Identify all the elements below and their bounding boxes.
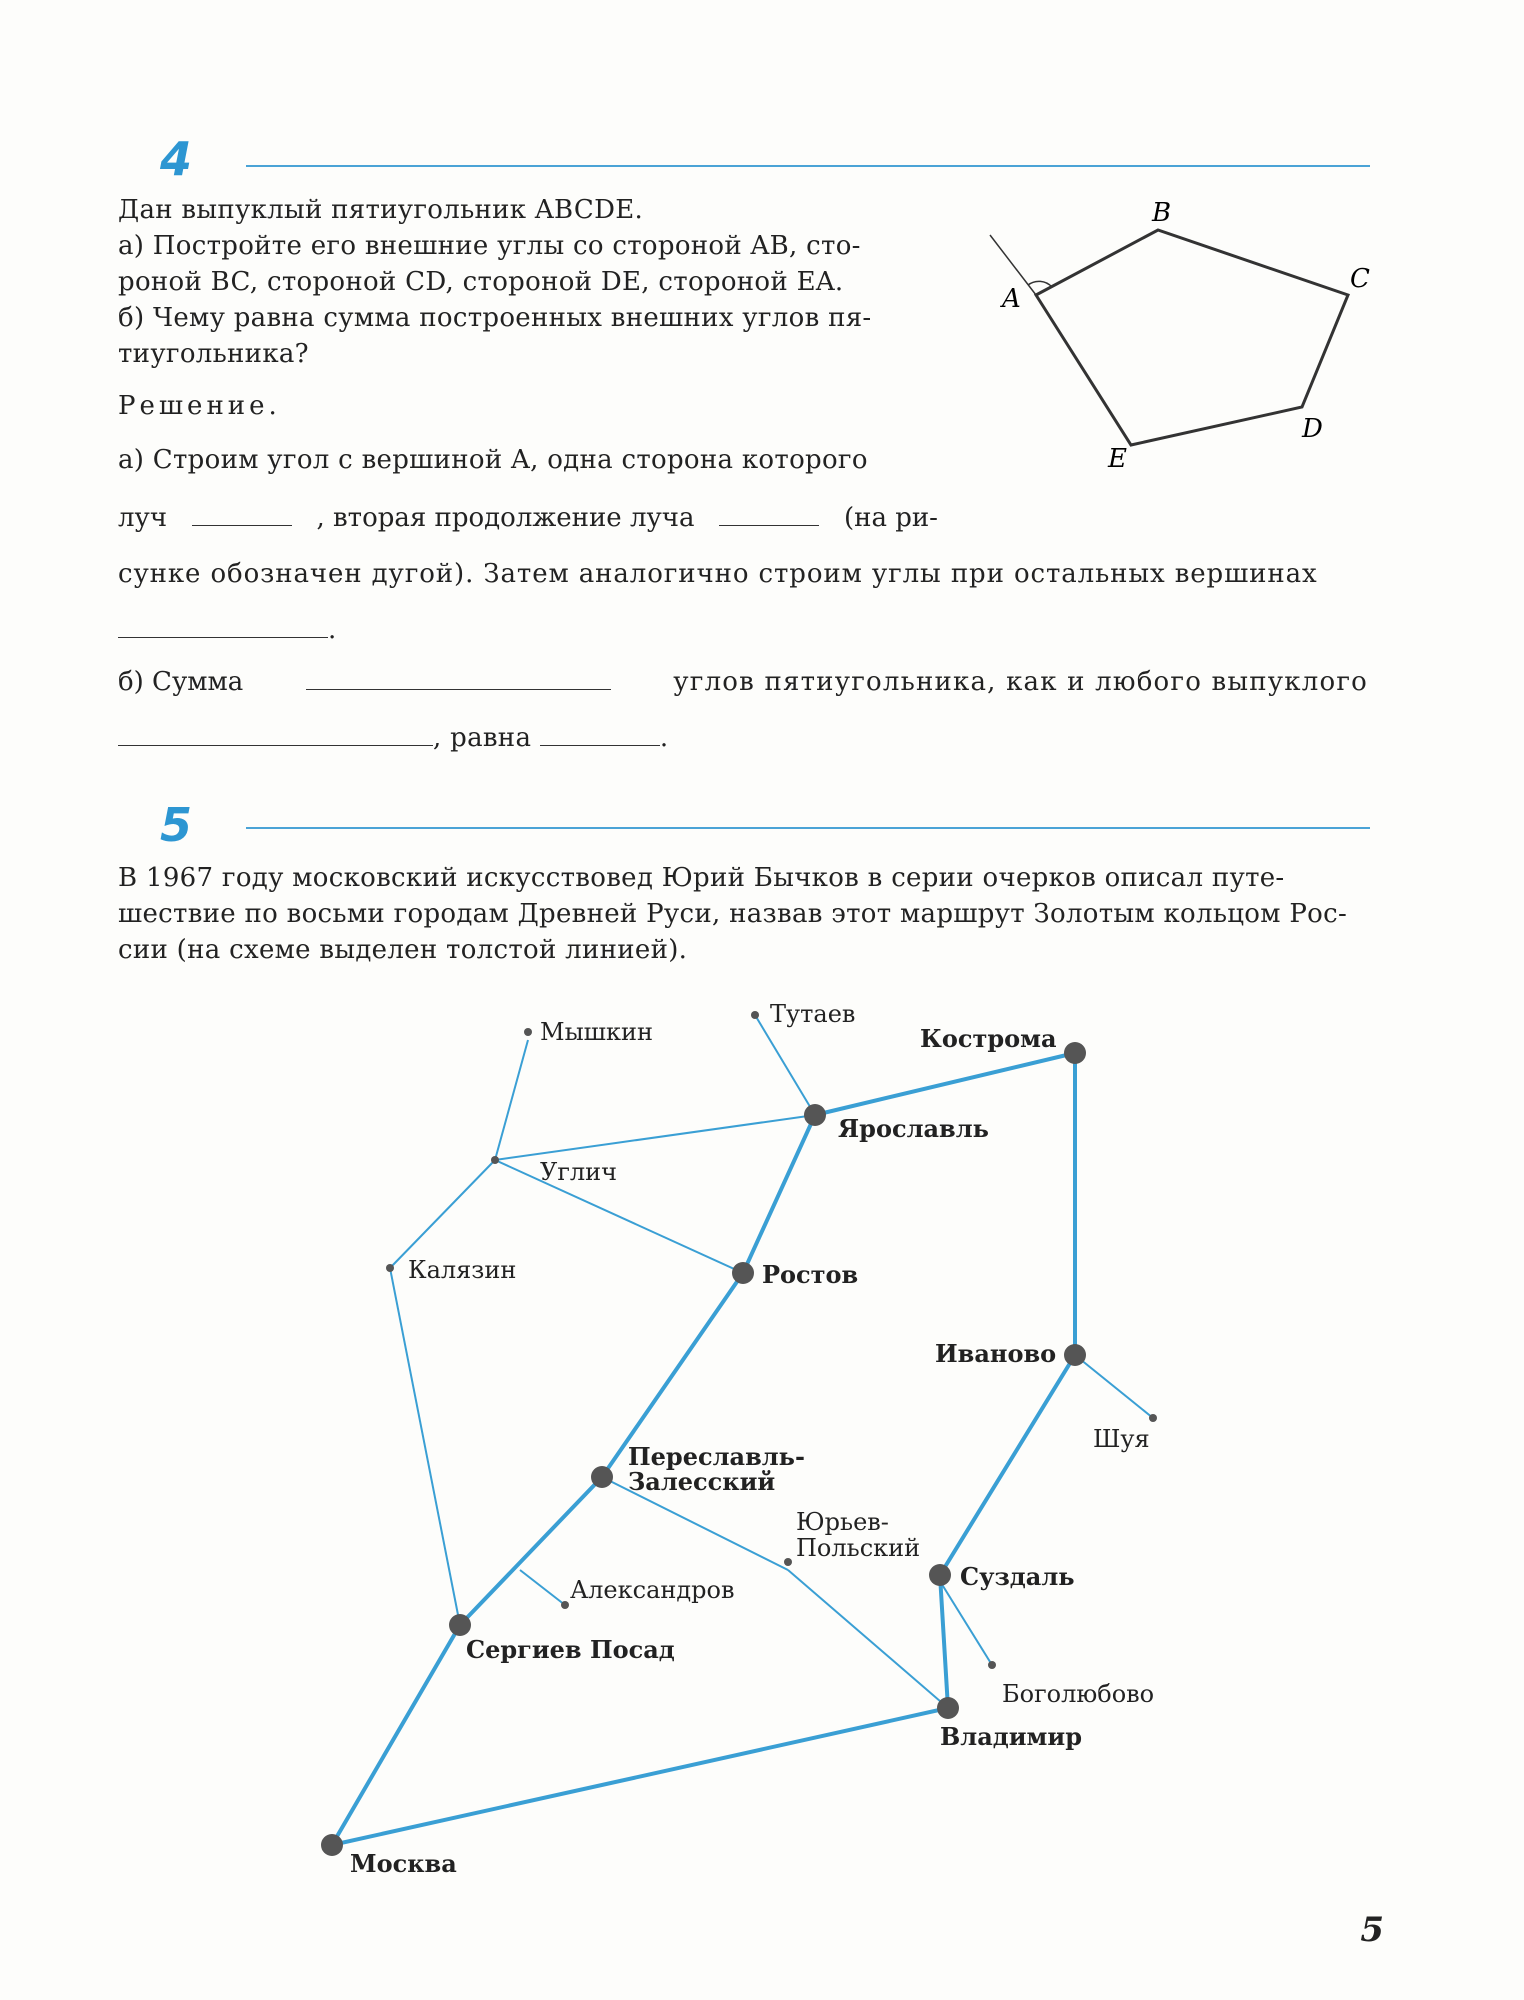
town-node bbox=[491, 1156, 499, 1164]
vertex-label-a: A bbox=[1002, 284, 1021, 314]
answer-blank[interactable] bbox=[118, 721, 433, 746]
task-part-a-line2: роной BC, стороной CD, стороной DE, стороной EA. bbox=[118, 267, 844, 297]
answer-blank[interactable] bbox=[192, 501, 292, 526]
solution-b-line2 bbox=[118, 720, 1368, 756]
road bbox=[390, 1160, 495, 1268]
vertex-label-d: D bbox=[1302, 414, 1323, 444]
city-label-moscow: Москва bbox=[350, 1849, 457, 1878]
text-fragment: б) Сумма bbox=[118, 667, 244, 697]
task5-text-line2: шествие по восьми городам Древней Руси, назвав этот маршрут Золотым кольцом Рос- bbox=[118, 899, 1348, 929]
task5-text-line3: сии (на схеме выделен толстой линией). bbox=[118, 935, 688, 965]
task-number: 5 bbox=[160, 798, 193, 852]
town-label-aleksandrov: Александров bbox=[570, 1576, 735, 1604]
town-node bbox=[561, 1601, 569, 1609]
angle-arc bbox=[1028, 281, 1052, 287]
town-label-bogolyubovo: Боголюбово bbox=[1002, 1680, 1155, 1708]
road bbox=[755, 1015, 815, 1115]
road bbox=[520, 1570, 565, 1605]
town-node bbox=[386, 1264, 394, 1272]
solution-a-line2 bbox=[118, 500, 938, 536]
city-node bbox=[937, 1697, 959, 1719]
city-label-pereslavl-2: Залесский bbox=[628, 1467, 776, 1496]
city-label-vladimir: Владимир bbox=[940, 1722, 1082, 1751]
task-part-b-line1: б) Чему равна сумма построенных внешних углов пя- bbox=[118, 303, 872, 333]
solution-a-line4 bbox=[118, 612, 1368, 648]
city-node bbox=[929, 1564, 951, 1586]
road bbox=[1075, 1355, 1153, 1418]
text-fragment: луч bbox=[118, 503, 168, 533]
city-node bbox=[591, 1466, 613, 1488]
answer-blank[interactable] bbox=[540, 721, 660, 746]
text-fragment: . bbox=[659, 723, 669, 753]
town-node bbox=[751, 1011, 759, 1019]
page-number: 5 bbox=[1360, 1910, 1384, 1950]
city-label-rostov: Ростов bbox=[762, 1260, 859, 1289]
city-node bbox=[1064, 1344, 1086, 1366]
vertex-label-e: E bbox=[1108, 444, 1127, 474]
text-fragment: углов пятиугольника, как и любого выпуклого bbox=[673, 667, 1368, 697]
town-label-yuryev-1: Юрьев- bbox=[796, 1508, 889, 1536]
town-label-uglich: Углич bbox=[540, 1158, 618, 1186]
task-intro: Дан выпуклый пятиугольник ABCDE. bbox=[118, 195, 644, 225]
task5-text-line1: В 1967 году московский искусствовед Юрий Бычков в серии очерков описал путе- bbox=[118, 863, 1285, 893]
city-label-pereslavl-1: Переславль- bbox=[628, 1442, 805, 1471]
task-number: 4 bbox=[160, 132, 193, 186]
answer-blank[interactable] bbox=[306, 665, 611, 690]
answer-blank[interactable] bbox=[719, 501, 819, 526]
road bbox=[390, 1268, 460, 1625]
town-node bbox=[524, 1028, 532, 1036]
city-label-suzdal: Суздаль bbox=[960, 1562, 1075, 1591]
road bbox=[788, 1570, 948, 1708]
major-labels bbox=[350, 1024, 1082, 1878]
road bbox=[495, 1115, 815, 1160]
town-node bbox=[988, 1661, 996, 1669]
city-label-sergiev-posad: Сергиев Посад bbox=[466, 1635, 675, 1664]
task-part-a-line1: а) Постройте его внешние углы со стороной AB, сто- bbox=[118, 231, 861, 261]
vertex-label-c: C bbox=[1350, 264, 1370, 294]
solution-b-line1 bbox=[118, 664, 1368, 700]
text-fragment: . bbox=[328, 615, 337, 645]
golden-ring-map bbox=[0, 980, 1524, 1878]
task-divider bbox=[246, 827, 1370, 829]
town-label-yuryev-2: Польский bbox=[796, 1534, 921, 1562]
road bbox=[495, 1160, 743, 1273]
city-node bbox=[1064, 1042, 1086, 1064]
city-node bbox=[732, 1262, 754, 1284]
city-node bbox=[321, 1834, 343, 1856]
text-fragment: , вторая продолжение луча bbox=[316, 503, 695, 533]
road bbox=[495, 1040, 528, 1160]
town-label-shuya: Шуя bbox=[1093, 1425, 1150, 1453]
city-node bbox=[449, 1614, 471, 1636]
task-part-b-line2: тиугольника? bbox=[118, 339, 309, 369]
text-fragment: , равна bbox=[433, 723, 532, 753]
town-label-tutaev: Тутаев bbox=[770, 1000, 856, 1028]
city-label-ivanovo: Иваново bbox=[935, 1339, 1057, 1368]
task-divider bbox=[246, 165, 1370, 167]
city-node bbox=[804, 1104, 826, 1126]
pentagon-figure bbox=[980, 195, 1380, 475]
solution-heading: Решение. bbox=[118, 391, 281, 421]
vertex-label-b: B bbox=[1152, 198, 1172, 228]
town-node bbox=[1149, 1414, 1157, 1422]
city-label-kostroma: Кострома bbox=[920, 1024, 1057, 1053]
solution-a-line1: а) Строим угол с вершиной A, одна сторона которого bbox=[118, 445, 868, 475]
town-label-myshkin: Мышкин bbox=[540, 1018, 653, 1046]
solution-a-line3: сунке обозначен дугой). Затем аналогично строим углы при остальных вершинах bbox=[118, 559, 1318, 589]
town-node bbox=[784, 1558, 792, 1566]
city-label-yaroslavl: Ярославль bbox=[838, 1114, 989, 1143]
answer-blank[interactable] bbox=[118, 613, 328, 638]
town-label-kalyazin: Калязин bbox=[408, 1256, 517, 1284]
text-fragment: (на ри- bbox=[843, 503, 938, 533]
